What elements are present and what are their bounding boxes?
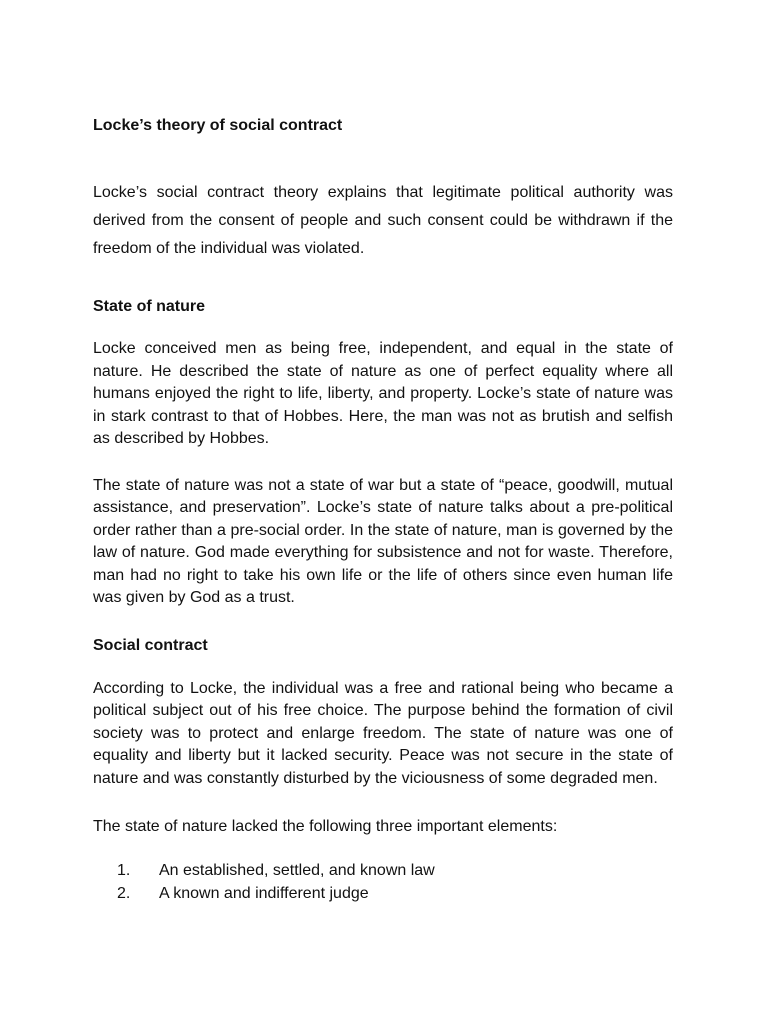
- state-of-nature-paragraph-2: The state of nature was not a state of war but a state of “peace, goodwill, mutual assistance, and preservation”. Locke’s state of nature talks about a pre-political order rather than a pre-social order. In the state of nature, man is governed by the law of nature. God made everything for subsistence and not for waste. Therefore, man had no right to take his own life or the life of others since even human life was given by God as a trust.: [93, 476, 673, 606]
- list-item: [117, 882, 673, 905]
- social-contract-paragraph-2: The state of nature lacked the following three important elements:: [93, 818, 558, 835]
- list-item-number: 2.: [117, 885, 131, 902]
- social-contract-paragraph-1: According to Locke, the individual was a free and rational being who became a political subject out of his free choice. The purpose behind the formation of civil society was to protect and enlarge freedom. The state of nature was one of equality and liberty but it lacked security. Peace was not secure in the state of nature and was constantly disturbed by the viciousness of some degraded men.: [93, 679, 673, 787]
- state-of-nature-paragraph-1: Locke conceived men as being free, independent, and equal in the state of nature. He described the state of nature as one of perfect equality where all humans enjoyed the right to life, liberty, and property. Locke’s state of nature was in stark contrast to that of Hobbes. Here, the man was not as brutish and selfish as described by Hobbes.: [93, 340, 673, 447]
- state-of-nature-heading: State of nature: [93, 298, 206, 315]
- document-title: Locke’s theory of social contract: [93, 117, 343, 134]
- intro-paragraph: Locke’s social contract theory explains that legitimate political authority was derived from the consent of people and such consent could be withdrawn if the freedom of the individual was violated.: [93, 184, 673, 257]
- list-item: [117, 859, 673, 882]
- list-item-number: 1.: [117, 862, 131, 879]
- document-page: [93, 115, 673, 905]
- list-item-text: A known and indifferent judge: [159, 885, 369, 902]
- social-contract-heading: Social contract: [93, 636, 208, 654]
- missing-elements-list: [93, 859, 673, 905]
- list-item-text: An established, settled, and known law: [159, 862, 435, 879]
